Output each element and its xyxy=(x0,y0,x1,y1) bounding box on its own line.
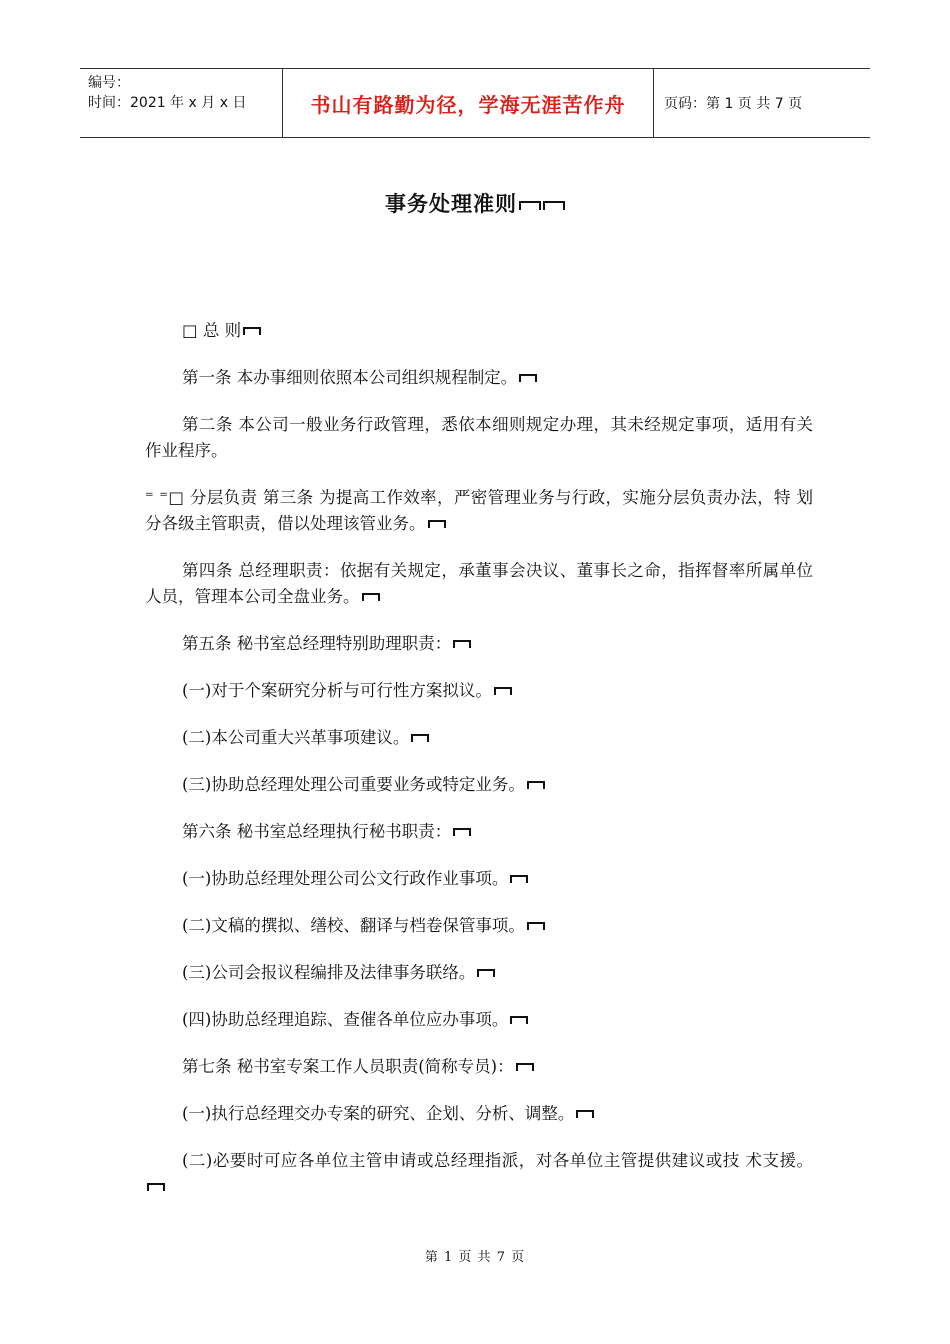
return-mark-icon xyxy=(362,593,380,601)
paragraph-text: (一)执行总经理交办专案的研究、企划、分析、调整。 xyxy=(182,1104,575,1123)
list-item xyxy=(145,725,813,751)
page-label: 页码：第 1 页 共 7 页 xyxy=(664,96,803,112)
return-mark-icon xyxy=(147,1183,165,1191)
return-mark-icon xyxy=(453,828,471,836)
article-paragraph xyxy=(145,819,813,845)
list-item xyxy=(145,866,813,892)
article-paragraph xyxy=(145,412,813,464)
footer-page-number: 第 1 页 共 7 页 xyxy=(424,1250,526,1265)
list-item xyxy=(145,1007,813,1033)
return-mark-icon xyxy=(411,734,429,742)
return-mark-icon xyxy=(516,1063,534,1071)
paragraph-text: (二)必要时可应各单位主管申请或总经理指派，对各单位主管提供建议或技 术支援。 xyxy=(182,1151,813,1170)
return-mark-icon xyxy=(243,327,261,335)
header-table xyxy=(80,68,870,138)
header-motto-cell xyxy=(282,69,654,137)
list-item xyxy=(145,913,813,939)
article-paragraph xyxy=(145,558,813,610)
paragraph-text: 第四条 总经理职责：依据有关规定，承董事会决议、董事长之命，指挥督率所属单位人员，管理本公司全盘业务。 xyxy=(145,561,813,606)
paragraph-text: (三)公司会报议程编排及法律事务联络。 xyxy=(182,963,476,982)
paragraph-text: 第六条 秘书室总经理执行秘书职责： xyxy=(182,822,452,841)
article-paragraph xyxy=(145,631,813,657)
list-item xyxy=(145,772,813,798)
time-label: 时间：2021 年 x 月 x 日 xyxy=(88,95,247,111)
document-body xyxy=(145,318,813,1221)
return-mark-icon xyxy=(494,687,512,695)
document-title: 事务处理准则 xyxy=(385,192,517,216)
number-label: 编号： xyxy=(88,75,130,91)
return-mark-icon xyxy=(519,201,541,210)
paragraph-text: ⁼ ⁼□ 分层负责 第三条 为提高工作效率，严密管理业务与行政，实施分层负责办法，特 划分各级主管职责，借以处理该管业务。 xyxy=(145,488,813,533)
return-mark-icon xyxy=(519,374,537,382)
paragraph-text: 第一条 本办事细则依照本公司组织规程制定。 xyxy=(182,368,518,387)
paragraph-text: 第七条 秘书室专案工作人员职责(简称专员)： xyxy=(182,1057,514,1076)
document-title-block xyxy=(0,188,950,218)
list-item xyxy=(145,1101,813,1127)
article-paragraph xyxy=(145,485,813,537)
paragraph-text: (三)协助总经理处理公司重要业务或特定业务。 xyxy=(182,775,525,794)
motto-text: 书山有路勤为径，学海无涯苦作舟 xyxy=(310,92,626,117)
list-item xyxy=(145,678,813,704)
paragraph-text: (四)协助总经理追踪、查催各单位应办事项。 xyxy=(182,1010,509,1029)
header-meta-cell xyxy=(80,69,282,137)
header-page-cell xyxy=(654,69,870,137)
list-item xyxy=(145,1148,813,1200)
article-paragraph xyxy=(145,1054,813,1080)
list-item xyxy=(145,960,813,986)
article-paragraph xyxy=(145,365,813,391)
return-mark-icon xyxy=(453,640,471,648)
return-mark-icon xyxy=(428,520,446,528)
paragraph-text: (二)文稿的撰拟、缮校、翻译与档卷保管事项。 xyxy=(182,916,525,935)
return-mark-icon xyxy=(477,969,495,977)
paragraph-text: 第二条 本公司一般业务行政管理，悉依本细则规定办理，其未经规定事项，适用有关作业程序。 xyxy=(145,415,813,460)
return-mark-icon xyxy=(527,922,545,930)
return-mark-icon xyxy=(527,781,545,789)
paragraph-text: (一)协助总经理处理公司公文行政作业事项。 xyxy=(182,869,509,888)
paragraph-text: 第五条 秘书室总经理特别助理职责： xyxy=(182,634,452,653)
page-footer xyxy=(0,1246,950,1265)
paragraph-text: (二)本公司重大兴革事项建议。 xyxy=(182,728,410,747)
return-mark-icon xyxy=(576,1110,594,1118)
paragraph-text: □ 总 则 xyxy=(182,321,242,340)
section-heading xyxy=(145,318,813,344)
return-mark-icon xyxy=(510,875,528,883)
return-mark-icon xyxy=(510,1016,528,1024)
paragraph-text: (一)对于个案研究分析与可行性方案拟议。 xyxy=(182,681,492,700)
return-mark-icon xyxy=(543,201,565,210)
